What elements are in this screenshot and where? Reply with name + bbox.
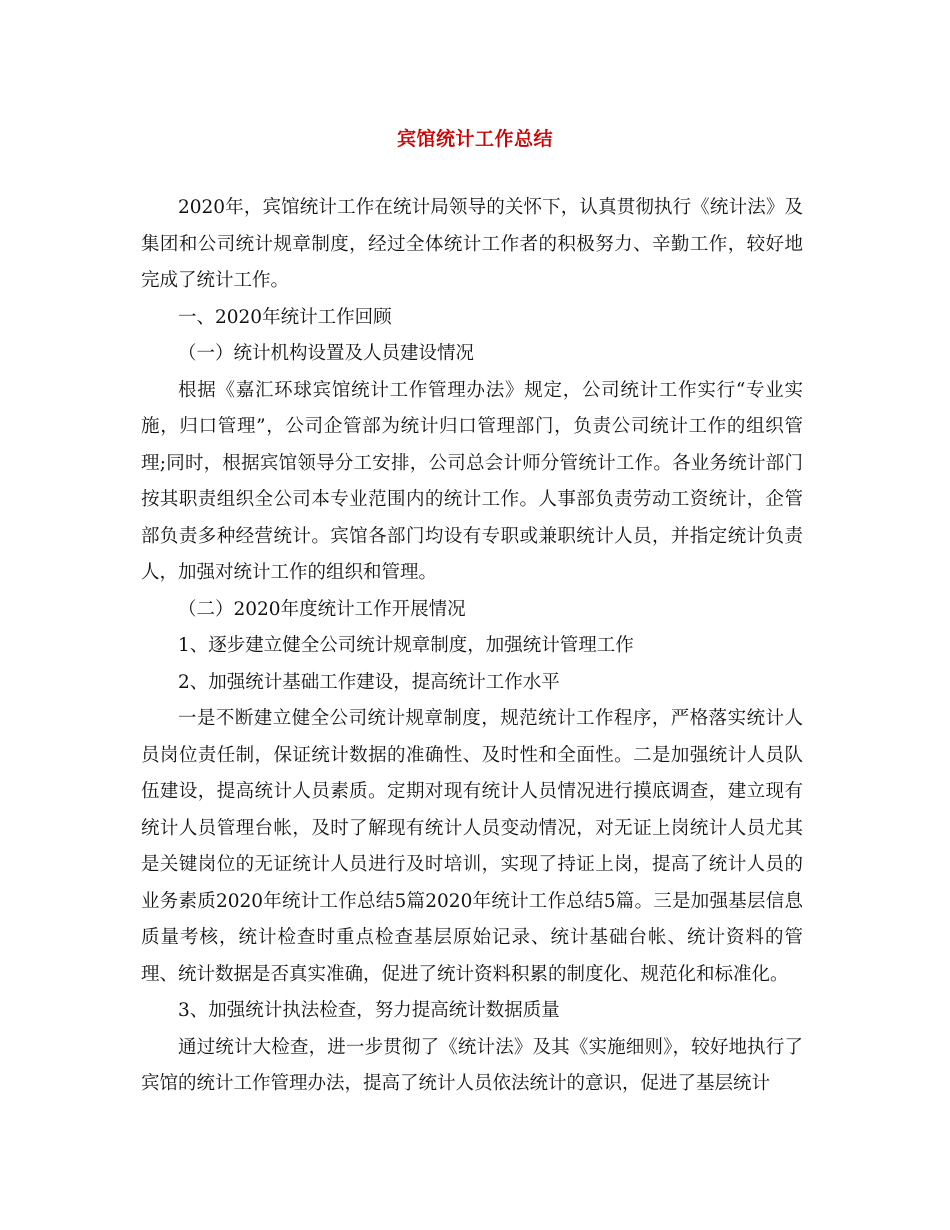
subsection-heading-organization: （一）统计机构设置及人员建设情况	[178, 343, 475, 364]
foundation-paragraph: 一是不断建立健全公司统计规章制度，规范统计工作程序，严格落实统计人员岗位责任制，保证统计数据的准确性、及时性和全面性。二是加强统计人员队伍建设，提高统计人员素质。定期对现有统计人员情况进行摸底调查，建立现有统计人员管理台帐，及时了解现有统计人员变动情况，对无证上岗统计人员尤其是关键岗位的无证统计人员进行及时培训，实现了持证上岗，提高了统计人员的业务素质2020年统计工作总结5篇2020年统计工作总结5篇。三是加强基层信息质量考核，统计检查时重点检查基层原始记录、统计基础台帐、统计资料的管理、统计数据是否真实准确，促进了统计资料积累的制度化、规范化和标准化。	[141, 708, 803, 985]
document-title: 宾馆统计工作总结	[396, 128, 553, 150]
document-body	[141, 190, 803, 1103]
subsection-heading-progress: （二）2020年度统计工作开展情况	[178, 598, 466, 620]
item-heading-enforcement: 3、加强统计执法检查，努力提高统计数据质量	[178, 1000, 560, 1021]
item-heading-regulations: 1、逐步建立健全公司统计规章制度，加强统计管理工作	[178, 635, 634, 656]
section-heading-review: 一、2020年统计工作回顾	[178, 306, 392, 328]
item-heading-foundation: 2、加强统计基础工作建设，提高统计工作水平	[178, 671, 560, 693]
intro-paragraph: 2020年，宾馆统计工作在统计局领导的关怀下，认真贯彻执行《统计法》及集团和公司统计规章制度，经过全体统计工作者的积极努力、辛勤工作，较好地完成了统计工作。	[141, 197, 803, 291]
enforcement-paragraph: 通过统计大检查，进一步贯彻了《统计法》及其《实施细则》，较好地执行了宾馆的统计工作管理办法，提高了统计人员依法统计的意识，促进了基层统计	[141, 1036, 803, 1094]
organization-paragraph: 根据《嘉汇环球宾馆统计工作管理办法》规定，公司统计工作实行“专业实施，归口管理”，公司企管部为统计归口管理部门，负责公司统计工作的组织管理;同时，根据宾馆领导分工安排，公司总会计师分管统计工作。各业务统计部门按其职责组织全公司本专业范围内的统计工作。人事部负责劳动工资统计，企管部负责多种经营统计。宾馆各部门均设有专职或兼职统计人员，并指定统计负责人，加强对统计工作的组织和管理。	[141, 379, 803, 583]
